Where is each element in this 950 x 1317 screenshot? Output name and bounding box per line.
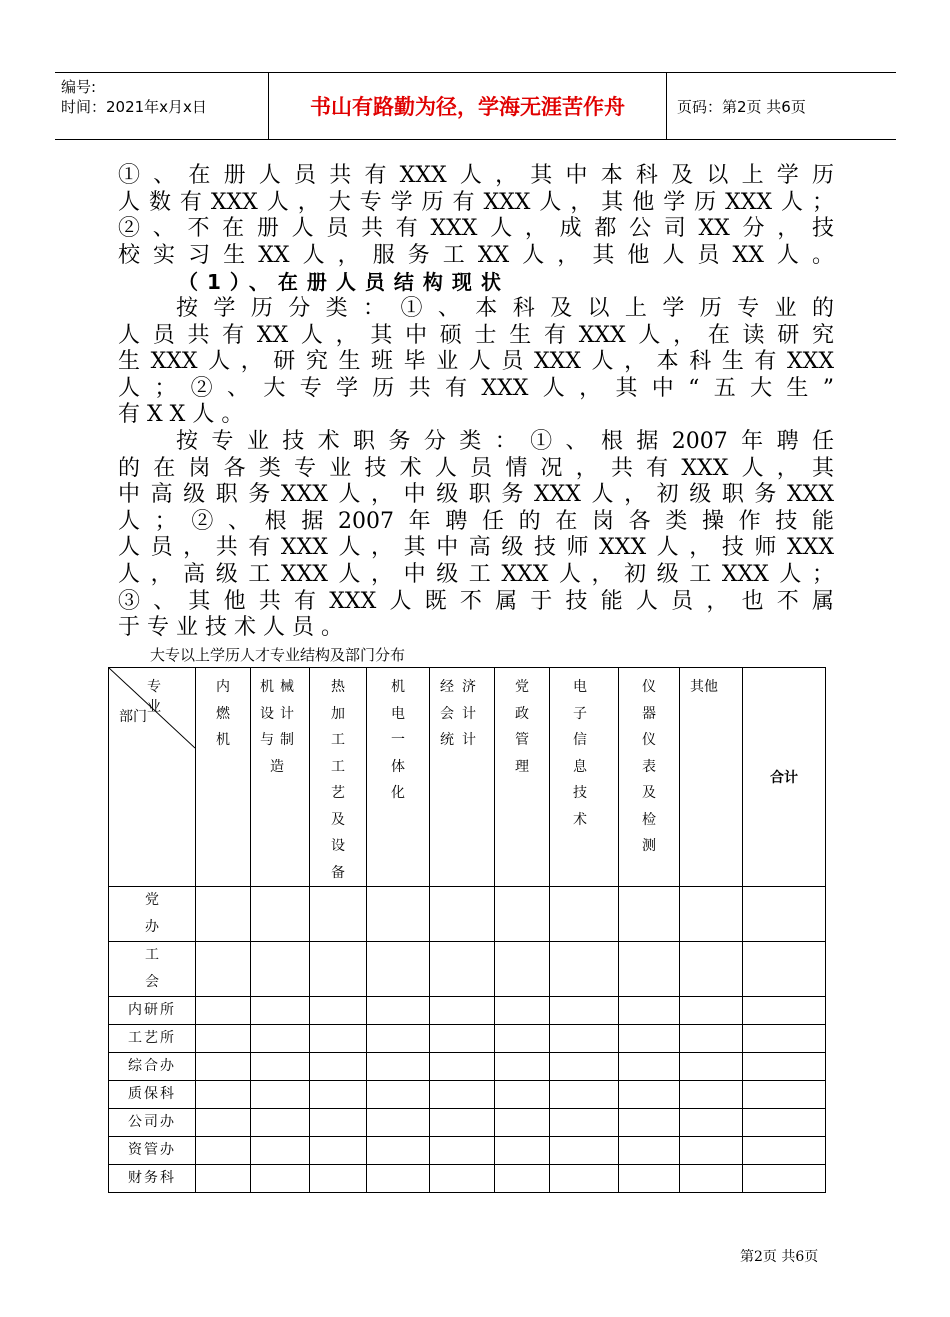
row-header: [109, 942, 196, 997]
table-row: [109, 1053, 826, 1081]
table-corner-cell: [109, 668, 196, 887]
table-caption: 大专以上学历人才专业结构及部门分布: [150, 646, 406, 664]
table-row: [109, 1137, 826, 1165]
body-line: 人数有XXX人，大专学历有XXX人，其他学历XXX人；: [118, 189, 834, 215]
body-line: 人；②、根据2007年聘任的在岗各类操作技能: [118, 508, 834, 534]
page-header: [55, 72, 896, 140]
body-line: 人；②、大专学历共有XXX人，其中“五大生”: [118, 375, 834, 401]
distribution-table: [108, 667, 826, 1193]
row-header: 综合办: [109, 1053, 196, 1081]
column-header: [619, 668, 680, 887]
column-header: [310, 668, 367, 887]
row-header: [109, 887, 196, 942]
body-line: 校实习生XX人，服务工XX人，其他人员XX人。: [118, 242, 834, 268]
body-line: 中高级职务XXX人，中级职务XXX人，初级职务XXX: [118, 482, 834, 508]
table-row: [109, 1165, 826, 1193]
body-line: 人员，共有XXX人，其中高级技师XXX人，技师XXX: [118, 535, 834, 561]
table-row: [109, 1081, 826, 1109]
body-line: ①、在册人员共有XXX人，其中本科及以上学历: [118, 163, 834, 188]
table-row: [109, 1109, 826, 1137]
column-header-label: 机械设计与制造: [260, 679, 300, 775]
body-line: 人，高级工XXX人，中级工XXX人，初级工XXX人；: [118, 561, 834, 587]
table-row: [109, 1025, 826, 1053]
row-header: 资管办: [109, 1137, 196, 1165]
row-header: 财务科: [109, 1165, 196, 1193]
body-line: 按专业技术职务分类：①、根据2007年聘任: [176, 428, 834, 454]
corner-bottom-label: 部门: [119, 709, 147, 725]
number-label: 编号:: [61, 78, 97, 96]
section-heading: （1）、在册人员结构现状: [178, 270, 510, 295]
column-header-label: 热加工工艺及设备: [331, 679, 345, 881]
body-line: 的在岗各类专业技术人员情况，共有XXX人，其: [118, 455, 834, 481]
column-header-label: 仪器仪表及检测: [642, 679, 656, 854]
column-header-label: 其他: [690, 679, 718, 695]
column-header-label: 内燃机: [216, 679, 230, 748]
body-line: 生XXX人，研究生班毕业人员XXX人，本科生有XXX: [118, 349, 834, 375]
body-line: ②、不在册人员共有XXX人，成都公司XX分，技: [118, 216, 834, 242]
table-header-row: [109, 668, 826, 887]
row-header: 质保科: [109, 1081, 196, 1109]
body-line: 按学历分类：①、本科及以上学历专业的: [176, 295, 834, 321]
row-header-label: 党办: [145, 892, 161, 935]
header-motto: 书山有路勤为径，学海无涯苦作舟: [268, 73, 667, 139]
body-line: ③、其他共有XXX人既不属于技能人员，也不属: [118, 588, 834, 614]
time-label: 时间：2021年x月x日: [61, 98, 207, 116]
page-footer: 第2页 共6页: [740, 1249, 819, 1265]
table-row: [109, 942, 826, 997]
column-header-label: 电子信息技术: [573, 679, 595, 828]
total-header: 合计: [743, 668, 826, 887]
body-line: 于专业技术人员。: [118, 615, 351, 641]
table-row: [109, 887, 826, 942]
table-row: [109, 997, 826, 1025]
row-header: 公司办: [109, 1109, 196, 1137]
column-header-label: 党政管理: [515, 679, 529, 775]
header-meta: [55, 73, 268, 139]
column-header: [196, 668, 251, 887]
body-line: 有XX人。: [118, 402, 251, 428]
body-text: [118, 163, 834, 642]
column-header: [680, 668, 743, 887]
column-header: [550, 668, 619, 887]
row-header: 内研所: [109, 997, 196, 1025]
corner-top-label: 专业: [147, 679, 179, 715]
column-header: [430, 668, 495, 887]
column-header: [367, 668, 430, 887]
column-header: [495, 668, 550, 887]
column-header: [251, 668, 310, 887]
row-header: 工艺所: [109, 1025, 196, 1053]
column-header-label: 机电一体化: [391, 679, 405, 801]
header-page-number: 页码：第2页 共6页: [677, 97, 806, 116]
body-line: 人员共有XX人，其中硕士生有XXX人，在读研究: [118, 322, 834, 348]
column-header-label: 经济会计统计: [440, 679, 484, 748]
row-header-label: 工会: [145, 947, 161, 990]
